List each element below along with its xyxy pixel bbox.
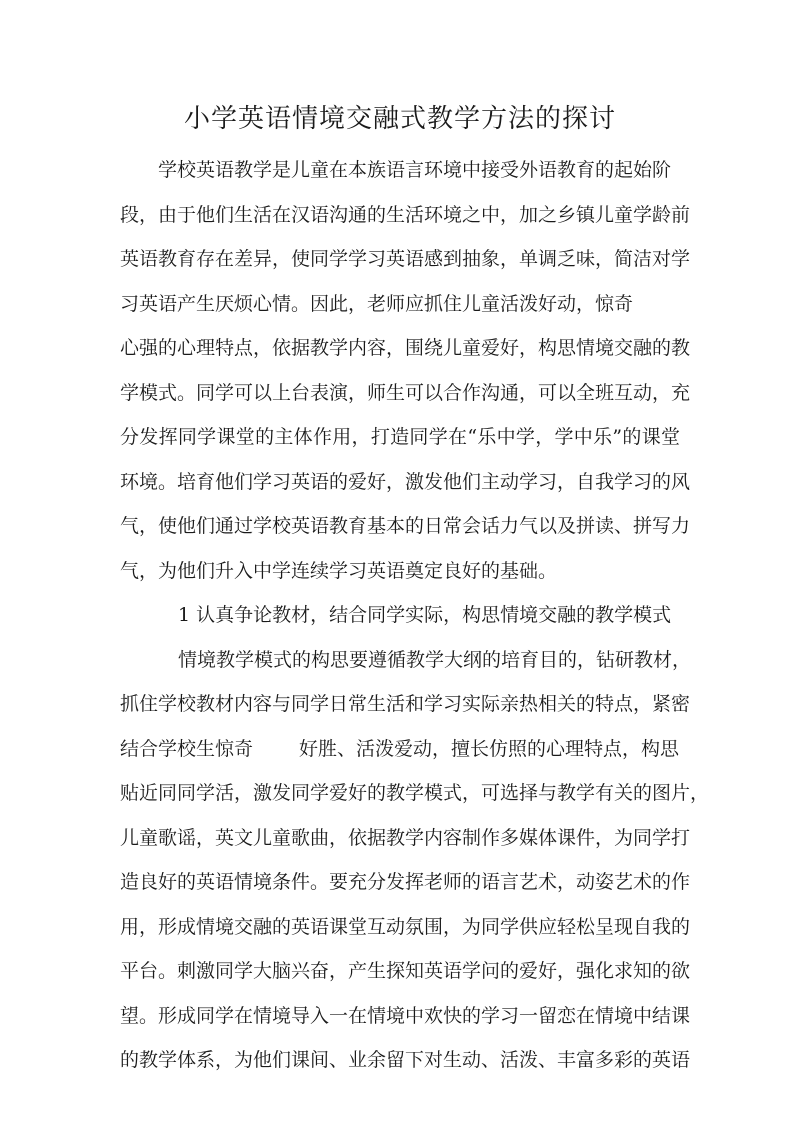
document-title: 小学英语情境交融式教学方法的探讨 [183,104,616,134]
paragraph-line: 心强的心理特点，依据教学内容，围绕儿童爱好，构思情境交融的教 [120,337,691,359]
line-segment: 好胜、活泼爱动，擅长仿照的心理特点，构思 [299,738,680,760]
paragraph-line: 儿童歌谣，英文儿童歌曲，依据教学内容制作多媒体课件，为同学打 [120,827,691,849]
paragraph-line: 抓住学校教材内容与同学日常生活和学习实际亲热相关的特点，紧密 [120,693,691,715]
paragraph-line: 用，形成情境交融的英语课堂互动氛围，为同学供应轻松呈现自我的 [120,916,691,938]
paragraph-line: 分发挥同学课堂的主体作用，打造同学在“乐中学，学中乐”的课堂 [120,426,680,448]
paragraph-line: 习英语产生厌烦心情。因此，老师应抓住儿童活泼好动，惊奇 [120,293,634,315]
paragraph-line: 望。形成同学在情境导入一在情境中欢快的学习一留恋在情境中结课 [120,1005,691,1027]
paragraph-line: 情境教学模式的构思要遵循教学大纲的培育目的，钻研教材， [178,649,692,671]
paragraph-line: 气，使他们通过学校英语教育基本的日常会话力气以及拼读、拼写力 [120,515,691,537]
paragraph-line: 学校英语教学是儿童在本族语言环境中接受外语教育的起始阶 [158,159,672,181]
paragraph-line: 环境。培育他们学习英语的爱好，激发他们主动学习，自我学习的风 [120,471,691,493]
paragraph-line: 平台。刺激同学大脑兴奋，产生探知英语学问的爱好，强化求知的欲 [120,960,691,982]
paragraph-line: 的教学体系，为他们课间、业余留下对生动、活泼、丰富多彩的英语 [120,1049,691,1071]
paragraph-line: 学模式。同学可以上台表演，师生可以合作沟通，可以全班互动，充 [120,382,691,404]
paragraph-line-split [120,737,680,761]
paragraph-line: 英语教育存在差异，使同学学习英语感到抽象，单调乏味，简洁对学 [120,248,691,270]
paragraph-line: 段，由于他们生活在汉语沟通的生活环境之中，加之乡镇儿童学龄前 [120,204,691,226]
paragraph-line: 造良好的英语情境条件。要充分发挥老师的语言艺术，动姿艺术的作 [120,871,691,893]
section-heading: 1 认真争论教材，结合同学实际，构思情境交融的教学模式 [178,604,672,626]
line-segment: 结合学校生惊奇 [120,738,254,760]
paragraph-line: 贴近同同学活，激发同学爱好的教学模式，可选择与教学有关的图片， [120,782,710,804]
paragraph-line: 气，为他们升入中学连续学习英语奠定良好的基础。 [120,560,558,582]
